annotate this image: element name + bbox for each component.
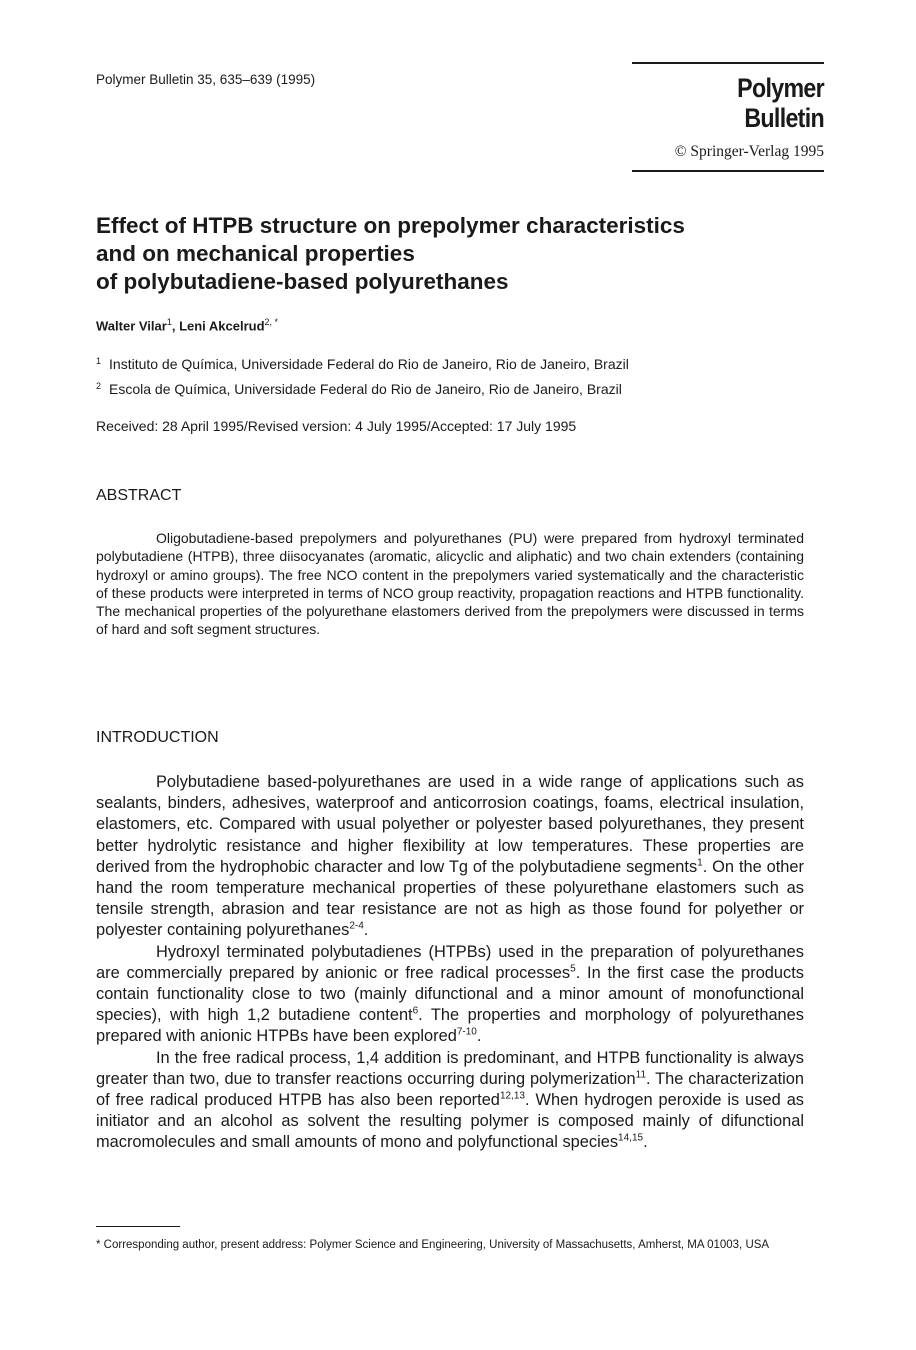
affiliation-list [96, 350, 629, 400]
citation-ref: 12,13 [499, 1090, 525, 1102]
affiliation-mark: 2, * [264, 317, 279, 327]
text-run: . The characterization of free radical produced HTPB has also been reported [96, 1069, 804, 1110]
text-run: . [363, 921, 369, 940]
citation-ref: 14,15 [618, 1132, 644, 1144]
author-name: Walter Vilar [96, 318, 167, 334]
text-run: Hydroxyl terminated polybutadienes (HTPBs) used in the preparation of polyurethanes are commercially prepared by anionic or free radical processes [96, 942, 804, 982]
journal-citation: Polymer Bulletin 35, 635–639 (1995) [96, 72, 316, 87]
title-line: Effect of HTPB structure on prepolymer characteristics [96, 213, 685, 238]
paragraph [96, 942, 804, 1048]
abstract-heading: ABSTRACT [96, 487, 182, 504]
text-run: . When hydrogen peroxide is used as initiator and an alcohol as solvent the resulting polymer is composed mainly of difunctional macromolecules and small amounts of mono and polyfunctional species [96, 1091, 804, 1152]
text-run: . [476, 1027, 482, 1046]
received-dates: Received: 28 April 1995/Revised version: 4 July 1995/Accepted: 17 July 1995 [96, 418, 577, 434]
introduction-heading: INTRODUCTION [96, 729, 219, 746]
paper-title [96, 212, 816, 296]
paragraph [96, 1048, 804, 1154]
affiliation-text: Escola de Química, Universidade Federal do Rio de Janeiro, Rio de Janeiro, Brazil [109, 381, 622, 397]
text-run: . In the first case the products contain functionality close to two (mainly difunctional and a minor amount of monofunctional species), with high 1,2 butadiene content [96, 963, 804, 1025]
citation-ref: 5 [570, 963, 576, 975]
citation-ref: 7-10 [456, 1026, 477, 1038]
title-line: and on mechanical properties [96, 241, 415, 266]
author-name: Leni Akcelrud [179, 318, 265, 334]
affiliation-number: 1 [96, 356, 102, 366]
footnote-rule [96, 1226, 180, 1227]
text-run: Polybutadiene based-polyurethanes are used in a wide range of applications such as sealants, binders, adhesives, waterproof and anticorrosion coatings, foams, electrical insulation, elastomers, etc. Compared with usual polyether or polyester based polyurethanes, they present better hydrolytic resistance and higher flexibility at low temperatures. These properties are derived from the hydrophobic character and low Tg of the polybutadiene segments [96, 773, 804, 876]
paragraph [96, 772, 804, 942]
masthead-bottom-rule [632, 170, 824, 172]
journal-name: Polymer Bulletin [737, 73, 824, 133]
affiliation-number: 2 [96, 381, 102, 391]
text-run: . The properties and morphology of polyurethanes prepared with anionic HTPBs have been explored [96, 1006, 804, 1046]
citation-ref: 11 [635, 1069, 647, 1081]
citation-ref: 1 [697, 857, 703, 869]
author-list [96, 317, 278, 333]
abstract-text: Oligobutadiene-based prepolymers and polyurethanes (PU) were prepared from hydroxyl terminated polybutadiene (HTPB), three diisocyanates (aromatic, alicyclic and aliphatic) and two chain extenders (containing hydroxyl or amino groups). The free NCO content in the prepolymers varied systematically and the characteristic of these products were interpreted in terms of NCO group reactivity, propagation reactions and HTPB functionality. The mechanical properties of the polyurethane elastomers derived from the prepolymers were discussed in terms of hard and soft segment structures. [96, 530, 804, 638]
introduction-body [96, 772, 804, 1154]
citation-ref: 2-4 [349, 920, 364, 932]
corresponding-author-footnote: * Corresponding author, present address: Polymer Science and Engineering, University of Massachusetts, Amherst, MA 01003, USA [96, 1239, 770, 1251]
publisher-copyright: © Springer-Verlag 1995 [674, 143, 824, 160]
title-line: of polybutadiene-based polyurethanes [96, 269, 509, 294]
text-run: . On the other hand the room temperature mechanical properties of these polyurethane elastomers such as tensile strength, abrasion and tear resistance are not as high as those found for polyether or polyester containing polyurethanes [96, 857, 804, 940]
text-run: In the free radical process, 1,4 addition is predominant, and HTPB functionality is always greater than two, due to transfer reactions occurring during polymerization [96, 1048, 804, 1088]
author-separator: , [171, 318, 180, 334]
journal-masthead [632, 62, 824, 172]
affiliation [96, 375, 629, 400]
text-run: . [643, 1133, 648, 1152]
affiliation [96, 350, 629, 375]
affiliation-mark: 1 [166, 317, 172, 327]
affiliation-text: Instituto de Química, Universidade Federal do Rio de Janeiro, Rio de Janeiro, Brazil [109, 356, 629, 372]
masthead-top-rule [632, 62, 824, 64]
citation-ref: 6 [412, 1005, 419, 1017]
